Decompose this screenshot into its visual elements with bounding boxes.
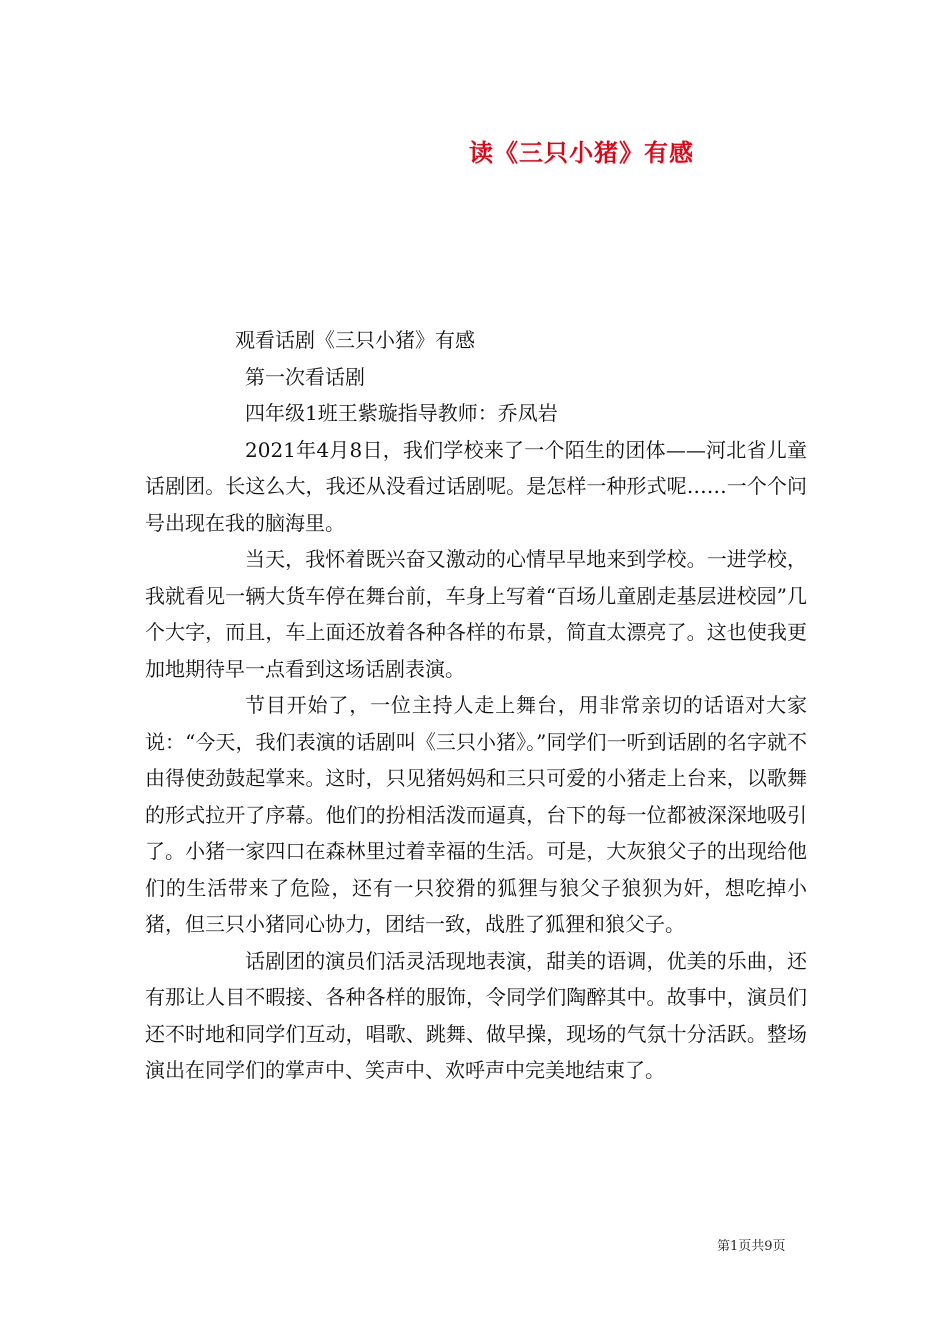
paragraph-3: 节目开始了，一位主持人走上舞台，用非常亲切的话语对大家说：“今天，我们表演的话剧叫《三只小猪》。”同学们一听到话剧的名字就不由得使劲鼓起掌来。这时，只见猪妈妈和三只可爱的小猪走上台来，以歌舞的形式拉开了序幕。他们的扮相活泼而逼真，台下的每一位都被深深地吸引了。小猪一家四口在森林里过着幸福的生活。可是，大灰狼父子的出现给他们的生活带来了危险，还有一只狡猾的狐狸与狼父子狼狈为奸，想吃掉小猪，但三只小猪同心协力，团结一致，战胜了狐狸和狼父子。 [145,693,807,936]
author-line: 四年级1班王紫璇指导教师：乔凤岩 [245,401,558,425]
section-heading: 第一次看话剧 [245,364,365,389]
page-title: 读《三只小猪》有感 [469,138,694,167]
subtitle: 观看话剧《三只小猪》有感 [235,328,475,352]
paragraph-2: 当天，我怀着既兴奋又激动的心情早早地来到学校。一进学校，我就看见一辆大货车停在舞台前，车身上写着“百场儿童剧走基层进校园”几个大字，而且，车上面还放着各种各样的布景，简直太漂亮了。这也使我更加地期待早一点看到这场话剧表演。 [145,547,807,681]
paragraph-4: 话剧团的演员们活灵活现地表演，甜美的语调，优美的乐曲，还有那让人目不暇接、各种各样的服饰，令同学们陶醉其中。故事中，演员们还不时地和同学们互动，唱歌、跳舞、做早操，现场的气氛十分活跃。整场演出在同学们的掌声中、笑声中、欢呼声中完美地结束了。 [145,948,807,1082]
document-body [145,322,807,1089]
page-number: 第1页共9页 [717,1239,786,1254]
paragraph-1: 2021年4月8日，我们学校来了一个陌生的团体——河北省儿童话剧团。长这么大，我还从没看过话剧呢。是怎样一种形式呢……一个个问号出现在我的脑海里。 [145,437,807,535]
